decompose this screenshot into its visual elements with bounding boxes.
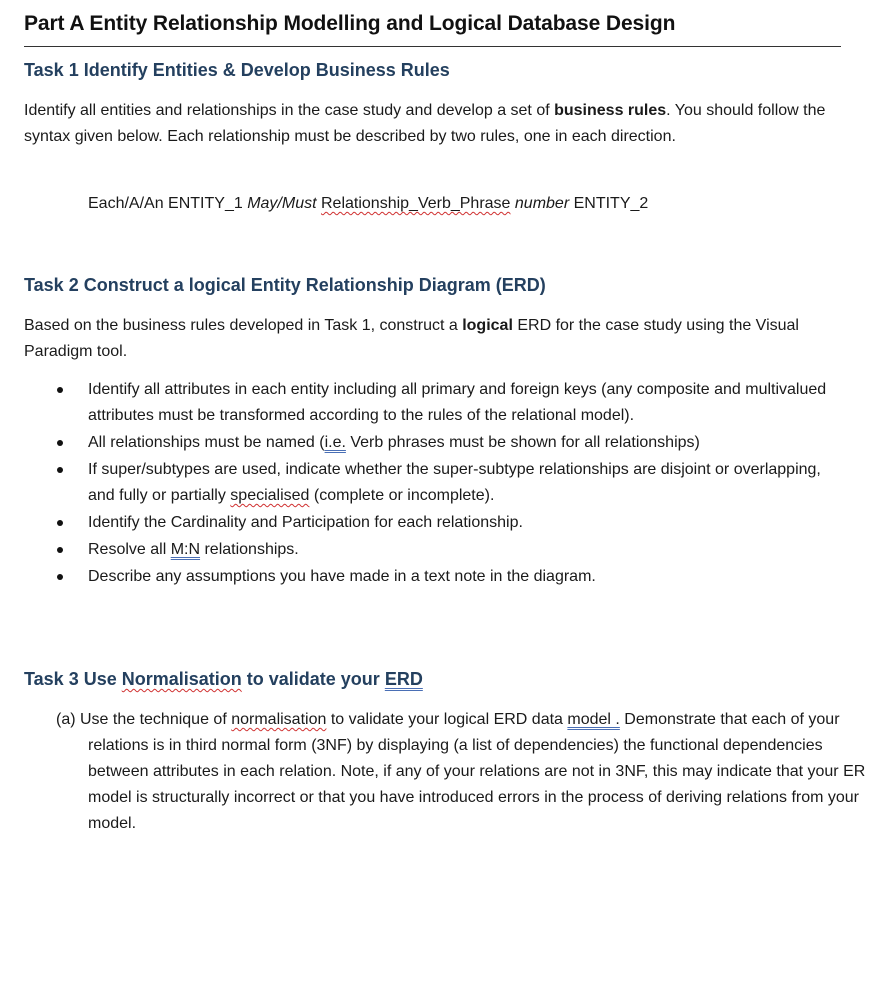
bullet-b2-ie: i.e.: [324, 434, 346, 451]
part-title: Part A Entity Relationship Modelling and Logical Database Design: [24, 12, 676, 35]
syntax-modal: May/Must: [247, 195, 317, 212]
task2-bullet-list: [24, 377, 836, 591]
task3-item-text-b: to validate your logical ERD data: [326, 711, 568, 728]
task1-heading: Task 1 Identify Entities & Develop Business Rules: [24, 60, 450, 80]
bullet-attributes-text: Identify all attributes in each entity including all primary and foreign keys (any composite and multivalued attributes must be transformed according to the rules of the relational model).: [88, 381, 827, 424]
task3-heading-text-b: to validate your: [241, 669, 385, 689]
task2-heading: Task 2 Construct a logical Entity Relationship Diagram (ERD): [24, 275, 546, 295]
task3-item-a: [56, 707, 872, 837]
bullet-b4-text: Identify the Cardinality and Participation for each relationship.: [88, 514, 523, 531]
task3-heading: [24, 669, 423, 690]
task2-para-bold: logical: [462, 317, 513, 334]
bullet-dot-icon: [57, 440, 63, 446]
bullet-b3-text-b: (complete or incomplete).: [309, 487, 495, 504]
bullet-b2-text-b: Verb phrases must be shown for all relationships): [345, 434, 700, 451]
bullet-relationships-named: [24, 430, 836, 456]
bullet-b5-text-a: Resolve all: [88, 541, 171, 558]
task1-para-text-b: . You should follow the syntax given below. Each relationship must be described by two rules, one in each direction.: [24, 102, 826, 145]
bullet-b5-text-b: relationships.: [200, 541, 299, 558]
bullet-dot-icon: [57, 547, 63, 553]
task3-item-text-c: Demonstrate that each of your relations is in third normal form (3NF) by displaying (a list of dependencies) the functional dependencies between attributes in each relation. Note, if any of your relations are not in 3NF, this may indicate that your ER model is structurally incorrect or that you have introduced errors in the process of deriving relations from your model.: [88, 711, 866, 832]
task1-para-bold: business rules: [554, 102, 667, 119]
bullet-resolve-mn: [24, 537, 836, 563]
task3-item-normalisation: normalisation: [231, 711, 327, 728]
bullet-b2-text-a: All relationships must be named (: [88, 434, 325, 451]
task3-item-model: model .: [567, 711, 620, 728]
syntax-number: number: [514, 195, 570, 212]
bullet-dot-icon: [57, 387, 63, 393]
bullet-b6-text: Describe any assumptions you have made in a text note in the diagram.: [88, 568, 596, 585]
bullet-b3-text-a: If super/subtypes are used, indicate whether the super-subtype relationships are disjoint or overlapping, and fully or partially: [88, 461, 821, 504]
bullet-dot-icon: [57, 574, 63, 580]
syntax-suffix: ENTITY_2: [569, 195, 649, 212]
task3-item-text-a: (a) Use the technique of: [56, 711, 232, 728]
bullet-cardinality: [24, 510, 836, 536]
syntax-prefix: Each/A/An ENTITY_1: [88, 195, 248, 212]
task1-para-text-a: Identify all entities and relationships in the case study and develop a set of: [24, 102, 555, 119]
task3-heading-normalisation: Normalisation: [121, 669, 242, 689]
task3-heading-text-a: Task 3 Use: [24, 669, 122, 689]
bullet-attributes: [24, 377, 836, 429]
task1-paragraph: [24, 98, 836, 150]
bullet-dot-icon: [57, 467, 63, 473]
bullet-b5-mn: M:N: [170, 541, 201, 558]
task2-para-text-a: Based on the business rules developed in Task 1, construct a: [24, 317, 463, 334]
business-rule-syntax: [88, 191, 648, 217]
task3-heading-erd: ERD: [384, 669, 423, 689]
bullet-super-subtypes: [24, 457, 836, 509]
bullet-b3-specialised: specialised: [230, 487, 310, 504]
syntax-verb-phrase: Relationship_Verb_Phrase: [320, 195, 511, 212]
title-underline-divider: [24, 46, 841, 47]
bullet-assumptions: [24, 564, 836, 590]
task2-paragraph: [24, 313, 836, 365]
bullet-dot-icon: [57, 520, 63, 526]
task2-para-text-b: ERD for the case study using the Visual Paradigm tool.: [24, 317, 799, 360]
